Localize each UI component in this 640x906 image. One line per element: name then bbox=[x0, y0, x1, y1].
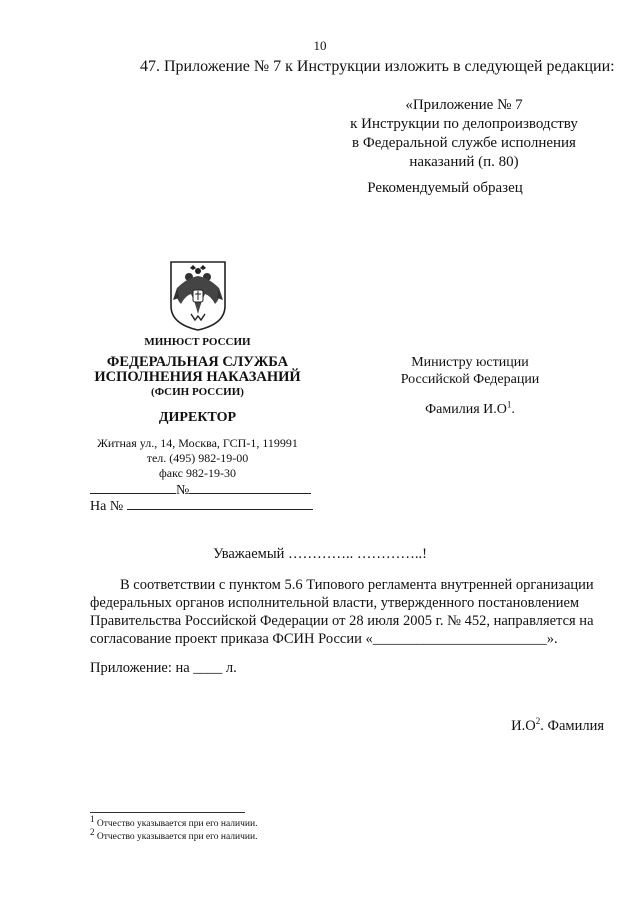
recommended-sample-label: Рекомендуемый образец bbox=[367, 180, 523, 196]
coat-of-arms-emblem bbox=[165, 258, 231, 332]
body-paragraph: В соответствии с пунктом 5.6 Типового регламента внутренней организации федеральных органов исполнительной власти, утвержденного постановлением Правительства Российской Федерации от 28 июля 2005 г. № 452, направляется на согласование проект приказа ФСИН России «________________________». bbox=[90, 577, 594, 647]
reference-blank bbox=[127, 496, 313, 510]
reference-label: На № bbox=[90, 499, 124, 514]
date-blank bbox=[90, 479, 176, 494]
recipient-name: Фамилия $И.О^1$. bbox=[425, 399, 515, 417]
sender-phone: тел. (495) 982-19-00 bbox=[146, 451, 249, 465]
number-sign: № bbox=[176, 483, 190, 498]
footnote: $^1$ Отчество указывается при его наличии. bbox=[90, 814, 258, 830]
sender-position: ДИРЕКТОР bbox=[158, 410, 237, 425]
appendix-line: «Приложение № 7 bbox=[405, 97, 523, 113]
footnote: $^2$ Отчество указывается при его наличии. bbox=[90, 827, 258, 843]
recipient-line: Российской Федерации bbox=[400, 372, 540, 387]
attachment-note: Приложение: на ____ л. bbox=[90, 660, 237, 676]
sender-address: Житная ул., 14, Москва, ГСП-1, 119991 bbox=[97, 436, 298, 450]
salutation: Уважаемый ………….. …………..! bbox=[213, 546, 427, 562]
footnote-separator bbox=[90, 812, 245, 813]
footnote-ref: 2 bbox=[535, 716, 541, 727]
sender-address-block bbox=[55, 436, 340, 481]
double-headed-eagle-icon bbox=[165, 258, 231, 332]
signature-block: $И.О^2$. Фамилия bbox=[511, 716, 604, 734]
page-number: 10 bbox=[313, 38, 327, 53]
appendix-line: наказаний (п. 80) bbox=[409, 154, 519, 170]
ministry-name: МИНЮСТ РОССИИ bbox=[144, 336, 251, 348]
recipient-line: Министру юстиции bbox=[411, 355, 529, 370]
service-name-line1: ФЕДЕРАЛЬНАЯ СЛУЖБА bbox=[106, 354, 289, 370]
recipient-block bbox=[380, 354, 560, 388]
service-name-line2: ИСПОЛНЕНИЯ НАКАЗАНИЙ bbox=[94, 369, 301, 385]
letter-body bbox=[90, 576, 600, 648]
footnote-ref: 1 bbox=[506, 399, 512, 410]
service-abbreviation: (ФСИН РОССИИ) bbox=[151, 386, 244, 398]
sender-fax: факс 982-19-30 bbox=[159, 466, 236, 480]
appendix-line: к Инструкции по делопроизводству bbox=[350, 116, 578, 132]
appendix-line: в Федеральной службе исполнения bbox=[352, 135, 576, 151]
number-blank bbox=[189, 479, 311, 494]
appendix-header bbox=[330, 96, 598, 172]
amendment-item: 47. Приложение № 7 к Инструкции изложить в следующей редакции: bbox=[140, 58, 615, 75]
reference-number-line bbox=[90, 496, 313, 515]
